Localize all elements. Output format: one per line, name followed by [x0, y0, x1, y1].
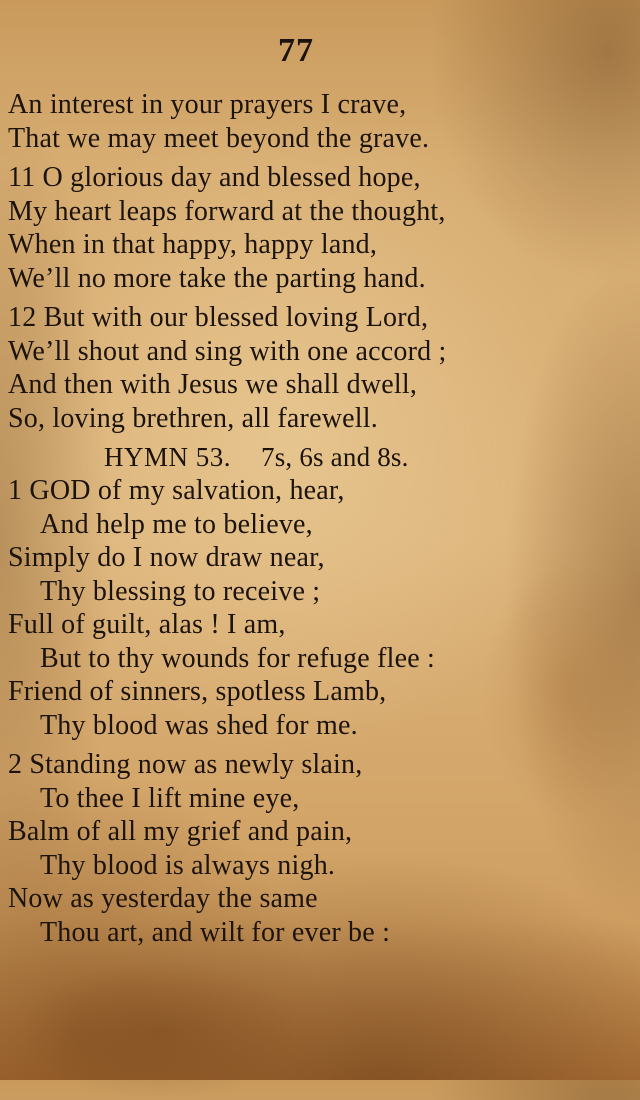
page-number: 77	[278, 32, 314, 69]
verse-line: So, loving brethren, all farewell.	[8, 402, 378, 434]
verse-line: Balm of all my grief and pain,	[8, 816, 353, 847]
verse-line: Full of guilt, alas ! I am,	[8, 609, 286, 640]
verse-line: But to thy wounds for refuge flee :	[40, 642, 436, 674]
verse-line: And help me to believe,	[40, 508, 313, 540]
verse-2	[8, 748, 608, 949]
verse-line: 1 GOD of my salvation, hear,	[8, 475, 345, 506]
hymn-heading	[8, 441, 608, 474]
verse-1	[8, 474, 608, 742]
verse-line: That we may meet beyond the grave.	[8, 122, 430, 154]
verse-line: We’ll no more take the parting hand.	[8, 262, 426, 294]
verse-line: Thy blood is always nigh.	[40, 849, 336, 881]
verse-line: Thou art, and wilt for ever be :	[40, 916, 391, 948]
verse-line: Now as yesterday the same	[8, 883, 318, 914]
verse-line: Simply do I now draw near,	[8, 542, 325, 573]
verse-line: 12 But with our blessed loving Lord,	[8, 302, 429, 333]
hymn-title: HYMN 53.	[104, 442, 232, 472]
verse-line: 2 Standing now as newly slain,	[8, 749, 363, 780]
verse-line: When in that happy, happy land,	[8, 229, 378, 260]
verse-11	[8, 161, 608, 295]
hymn-text	[8, 88, 608, 949]
verse-line: And then with Jesus we shall dwell,	[8, 369, 418, 400]
verse-line: To thee I lift mine eye,	[40, 782, 300, 814]
verse-line: Thy blood was shed for me.	[40, 709, 358, 741]
hymn-meter: 7s, 6s and 8s.	[261, 442, 409, 472]
verse-line: Friend of sinners, spotless Lamb,	[8, 676, 387, 707]
verse-12	[8, 301, 608, 435]
verse-line: My heart leaps forward at the thought,	[8, 195, 446, 227]
verse-line: We’ll shout and sing with one accord ;	[8, 335, 447, 367]
verse-line: Thy blessing to receive ;	[40, 575, 321, 607]
paper-stain	[20, 960, 300, 1100]
verse-continuation	[8, 88, 608, 155]
verse-line: 11 O glorious day and blessed hope,	[8, 162, 421, 193]
verse-line: An interest in your prayers I crave,	[8, 89, 407, 120]
